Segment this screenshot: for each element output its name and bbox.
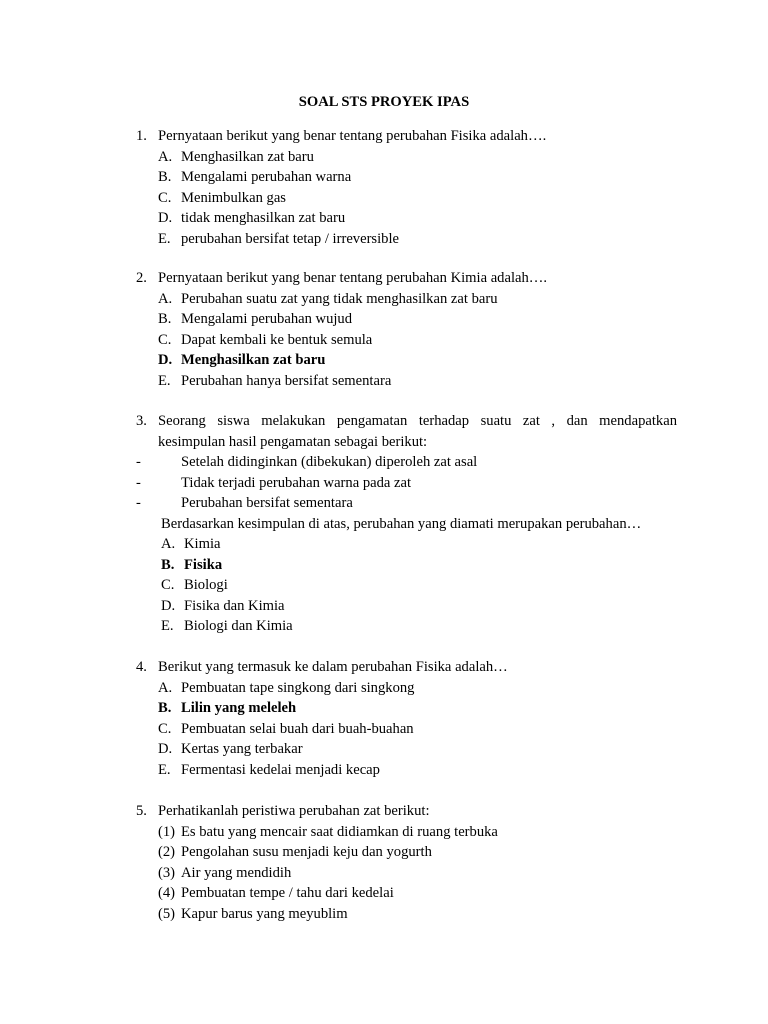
option-text: Pembuatan selai buah dari buah-buahan	[181, 720, 414, 737]
question-number: 5.	[136, 803, 147, 819]
question-2	[136, 268, 677, 391]
option-a	[136, 678, 677, 699]
option-text: Fisika dan Kimia	[184, 597, 285, 614]
question-stem	[136, 411, 677, 452]
option-text: Pembuatan tape singkong dari singkong	[181, 679, 415, 696]
item-text: Kapur barus yang meyublim	[181, 905, 348, 922]
option-text: Kimia	[184, 536, 221, 552]
option-e	[136, 371, 677, 392]
question-number: 3.	[136, 413, 147, 429]
option-label: A.	[158, 290, 173, 307]
item-text: Air yang mendidih	[181, 864, 292, 881]
option-text: Mengalami perubahan wujud	[181, 311, 353, 327]
option-list	[136, 147, 677, 250]
option-list	[136, 534, 677, 637]
option-e	[136, 760, 677, 781]
option-d	[136, 596, 677, 617]
item-label: (4)	[158, 885, 176, 901]
option-text: Fermentasi kedelai menjadi kecap	[181, 761, 380, 778]
numbered-list	[136, 822, 677, 925]
option-label: A.	[158, 679, 173, 696]
item-label: (2)	[158, 844, 176, 860]
option-text: Menghasilkan zat baru	[181, 352, 326, 368]
question-5	[136, 801, 677, 924]
option-d-answer	[136, 350, 677, 371]
option-text: Dapat kembali ke bentuk semula	[181, 331, 373, 348]
question-text: Berikut yang termasuk ke dalam perubahan Fisika adalah…	[158, 659, 508, 675]
option-d	[136, 208, 677, 229]
option-a	[136, 289, 677, 310]
question-text: Perhatikanlah peristiwa perubahan zat berikut:	[158, 803, 430, 819]
question-text: Pernyataan berikut yang benar tentang perubahan Kimia adalah….	[158, 270, 548, 286]
item-text: Pembuatan tempe / tahu dari kedelai	[181, 885, 394, 901]
option-b-answer	[136, 698, 677, 719]
option-text: Menimbulkan gas	[181, 189, 286, 206]
item-text: Es batu yang mencair saat didiamkan di ruang terbuka	[181, 823, 498, 840]
option-e	[136, 229, 677, 250]
question-1	[136, 126, 677, 249]
option-text: Fisika	[184, 556, 223, 573]
option-text: Perubahan hanya bersifat sementara	[181, 372, 392, 389]
option-text: Perubahan suatu zat yang tidak menghasilkan zat baru	[181, 290, 498, 307]
option-label: E.	[158, 230, 171, 247]
option-label: B.	[158, 700, 172, 716]
option-label: C.	[158, 331, 172, 348]
option-text: Mengalami perubahan warna	[181, 169, 352, 185]
option-label: B.	[158, 169, 172, 185]
question-text: Seorang siswa melakukan pengamatan terhadap suatu zat , dan mendapatkan kesimpulan hasil pengamatan sebagai berikut:	[158, 413, 677, 450]
option-label: C.	[158, 189, 172, 206]
bullet-text: Setelah didinginkan (dibekukan) diperoleh zat asal	[181, 454, 478, 470]
option-c	[136, 575, 677, 596]
question-3	[136, 411, 677, 637]
question-stem	[136, 657, 677, 678]
option-b	[136, 167, 677, 188]
numbered-item-5	[136, 904, 677, 925]
option-label: C.	[158, 720, 172, 737]
bullet-text: Tidak terjadi perubahan warna pada zat	[181, 474, 412, 491]
bullet-dash: -	[136, 454, 141, 470]
option-d	[136, 739, 677, 760]
item-text: Pengolahan susu menjadi keju dan yogurth	[181, 844, 432, 860]
option-label: D.	[158, 352, 173, 368]
numbered-item-4	[136, 883, 677, 904]
question-number: 4.	[136, 659, 147, 675]
option-b-answer	[136, 555, 677, 576]
bullet-dash: -	[136, 474, 141, 491]
numbered-item-2	[136, 842, 677, 863]
question-number: 2.	[136, 270, 147, 286]
option-a	[136, 534, 677, 555]
bullet-text: Perubahan bersifat sementara	[181, 495, 353, 511]
bullet-item	[136, 493, 677, 514]
question-stem	[136, 268, 677, 289]
option-label: D.	[158, 210, 173, 226]
option-text: perubahan bersifat tetap / irreversible	[181, 230, 399, 247]
bullet-list	[136, 452, 677, 514]
option-label: E.	[158, 761, 171, 778]
question-lead: Berdasarkan kesimpulan di atas, perubahan yang diamati merupakan perubahan…	[161, 515, 642, 532]
option-b	[136, 309, 677, 330]
page-title: SOAL STS PROYEK IPAS	[298, 94, 470, 110]
question-text: Pernyataan berikut yang benar tentang perubahan Fisika adalah….	[158, 128, 547, 144]
option-text: Kertas yang terbakar	[181, 741, 303, 757]
item-label: (1)	[158, 823, 176, 840]
option-label: B.	[158, 311, 172, 327]
option-text: Biologi dan Kimia	[184, 618, 293, 634]
option-label: A.	[161, 536, 176, 552]
question-4	[136, 657, 677, 780]
option-label: E.	[161, 618, 174, 634]
option-c	[136, 188, 677, 209]
item-label: (5)	[158, 905, 176, 922]
option-c	[136, 330, 677, 351]
question-stem	[136, 126, 677, 147]
option-label: A.	[158, 148, 173, 165]
option-e	[136, 616, 677, 637]
bullet-dash: -	[136, 495, 141, 511]
question-number: 1.	[136, 128, 147, 144]
option-text: Menghasilkan zat baru	[181, 148, 314, 165]
option-label: D.	[161, 597, 176, 614]
option-list	[136, 289, 677, 392]
question-stem	[136, 801, 677, 822]
option-label: C.	[161, 577, 175, 593]
numbered-item-3	[136, 863, 677, 884]
option-label: D.	[158, 741, 173, 757]
option-label: E.	[158, 372, 171, 389]
option-a	[136, 147, 677, 168]
bullet-item	[136, 452, 677, 473]
option-list	[136, 678, 677, 781]
option-text: Biologi	[184, 577, 228, 593]
option-c	[136, 719, 677, 740]
option-text: tidak menghasilkan zat baru	[181, 210, 346, 226]
numbered-item-1	[136, 822, 677, 843]
bullet-item	[136, 473, 677, 494]
item-label: (3)	[158, 864, 176, 881]
option-text: Lilin yang meleleh	[181, 700, 297, 716]
option-label: B.	[161, 556, 175, 573]
